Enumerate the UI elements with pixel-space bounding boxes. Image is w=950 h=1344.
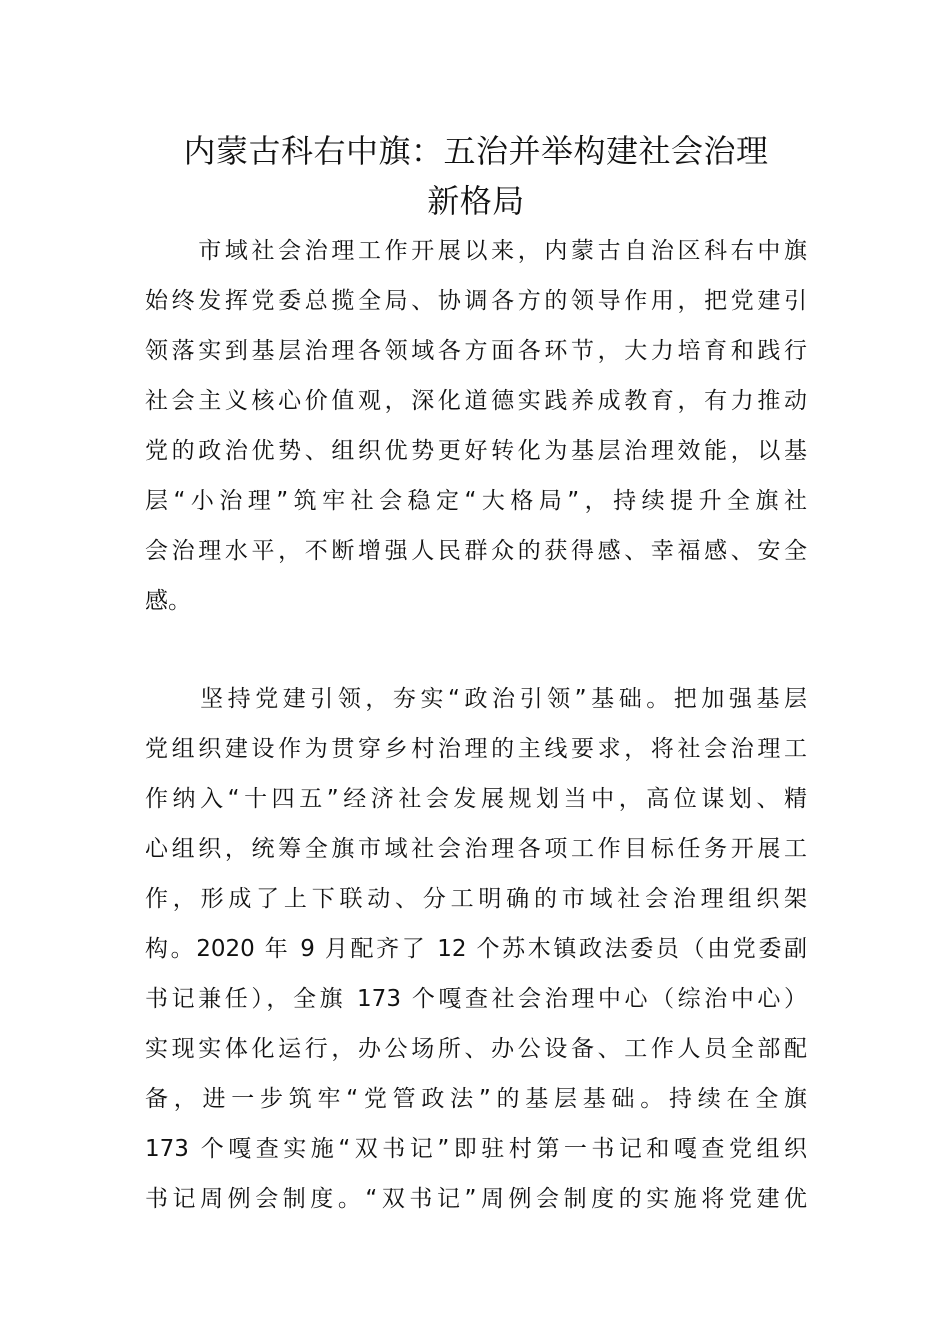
title-line: 新格局 [427,182,525,220]
text-line: 党组织建设作为贯穿乡村治理的主线要求，将社会治理工 [145,736,807,762]
text-line: 感。 [145,588,191,614]
text-line: 市域社会治理工作开展以来，内蒙古自治区科右中旗 [145,238,807,264]
text-line: 坚持党建引领，夯实“政治引领”基础。把加强基层 [145,686,807,712]
paragraph-party-leadership [145,674,807,1224]
text-line: 实现实体化运行，办公场所、办公设备、工作人员全部配 [145,1036,807,1062]
text-line: 心组织，统筹全旗市域社会治理各项工作目标任务开展工 [145,836,807,862]
text-line: 备，进一步筑牢“党管政法”的基层基础。持续在全旗 [145,1086,807,1112]
text-line: 作，形成了上下联动、分工明确的市域社会治理组织架 [145,886,807,912]
text-line: 构。2020 年 9 月配齐了 12 个苏木镇政法委员（由党委副 [145,936,807,962]
text-line: 173 个嘎查实施“双书记”即驻村第一书记和嘎查党组织 [145,1136,807,1162]
text-line: 书记兼任），全旗 173 个嘎查社会治理中心（综治中心） [145,986,807,1012]
text-line: 社会主义核心价值观，深化道德实践养成教育，有力推动 [145,388,807,414]
text-line: 领落实到基层治理各领域各方面各环节，大力培育和践行 [145,338,807,364]
text-line: 层“小治理”筑牢社会稳定“大格局”，持续提升全旗社 [145,488,807,514]
text-line: 作纳入“十四五”经济社会发展规划当中，高位谋划、精 [145,786,807,812]
text-line: 始终发挥党委总揽全局、协调各方的领导作用，把党建引 [145,288,807,314]
text-line: 会治理水平，不断增强人民群众的获得感、幸福感、安全 [145,538,807,564]
document-title [145,126,807,226]
title-line: 内蒙古科右中旗：五治并举构建社会治理 [183,132,769,170]
text-line: 书记周例会制度。“双书记”周例会制度的实施将党建优 [145,1186,807,1212]
paragraph-intro [145,226,807,626]
text-line: 党的政治优势、组织优势更好转化为基层治理效能，以基 [145,438,807,464]
